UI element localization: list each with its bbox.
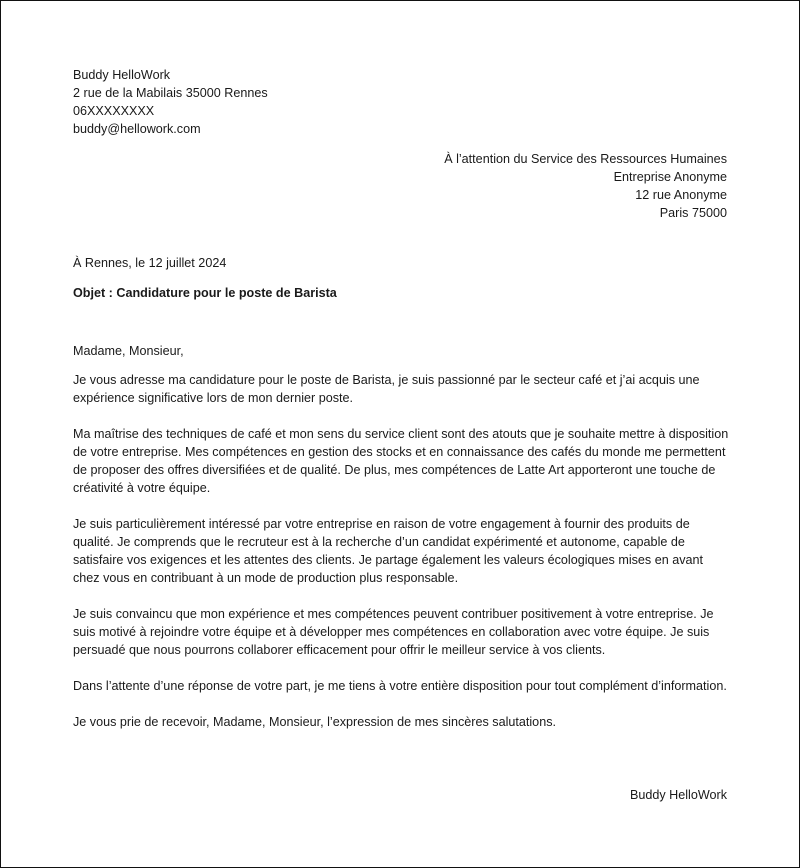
paragraph: Je suis particulièrement intéressé par votre entreprise en raison de votre engagement à fournir des produits de qualité. Je comprends que le recruteur est à la recherche d’un candidat expérimenté et autonome, capable de satisfaire vos exigences et les attentes des clients. Je partage également les valeurs écologiques mises en avant chez vous en contribuant à un mode de production plus responsable. bbox=[73, 517, 704, 585]
paragraph: Ma maîtrise des techniques de café et mon sens du service client sont des atouts que je souhaite mettre à disposition de votre entreprise. Mes compétences en gestion des stocks et en connaissance des cafés du monde me permettent de proposer des offres diversifiées et de qualité. De plus, mes compétences de Latte Art apporteront une touche de créativité à votre équipe. bbox=[73, 427, 729, 495]
recipient-city: Paris 75000 bbox=[659, 206, 727, 220]
recipient-block bbox=[444, 150, 727, 222]
greeting: Madame, Monsieur, bbox=[73, 344, 184, 358]
signature: Buddy HelloWork bbox=[629, 788, 727, 802]
sender-phone: 06XXXXXXXX bbox=[73, 104, 155, 118]
sender-email: buddy@hellowork.com bbox=[73, 122, 201, 136]
sender-address: 2 rue de la Mabilais 35000 Rennes bbox=[73, 86, 268, 100]
paragraph: Je vous adresse ma candidature pour le poste de Barista, je suis passionné par le secteur café et j’ai acquis une expérience significative lors de mon dernier poste. bbox=[73, 373, 700, 405]
recipient-attention: À l’attention du Service des Ressources Humaines bbox=[444, 152, 727, 166]
paragraph: Dans l’attente d’une réponse de votre part, je me tiens à votre entière disposition pour tout complément d’information. bbox=[73, 679, 727, 693]
sender-name: Buddy HelloWork bbox=[73, 68, 171, 82]
recipient-street: 12 rue Anonyme bbox=[635, 188, 727, 202]
letter-body bbox=[73, 342, 729, 749]
paragraph: Je suis convaincu que mon expérience et mes compétences peuvent contribuer positivement à votre entreprise. Je suis motivé à rejoindre votre équipe et à développer mes compétences en collaboration avec votre équipe. Je suis persuadé que nous pourrons collaborer efficacement pour offrir le meilleur service à vos clients. bbox=[73, 607, 714, 657]
date-line: À Rennes, le 12 juillet 2024 bbox=[73, 256, 227, 270]
subject-line: Objet : Candidature pour le poste de Barista bbox=[73, 286, 337, 300]
sender-block bbox=[73, 66, 268, 138]
closing-paragraph: Je vous prie de recevoir, Madame, Monsieur, l’expression de mes sincères salutations. bbox=[73, 715, 556, 729]
recipient-company: Entreprise Anonyme bbox=[613, 170, 727, 184]
